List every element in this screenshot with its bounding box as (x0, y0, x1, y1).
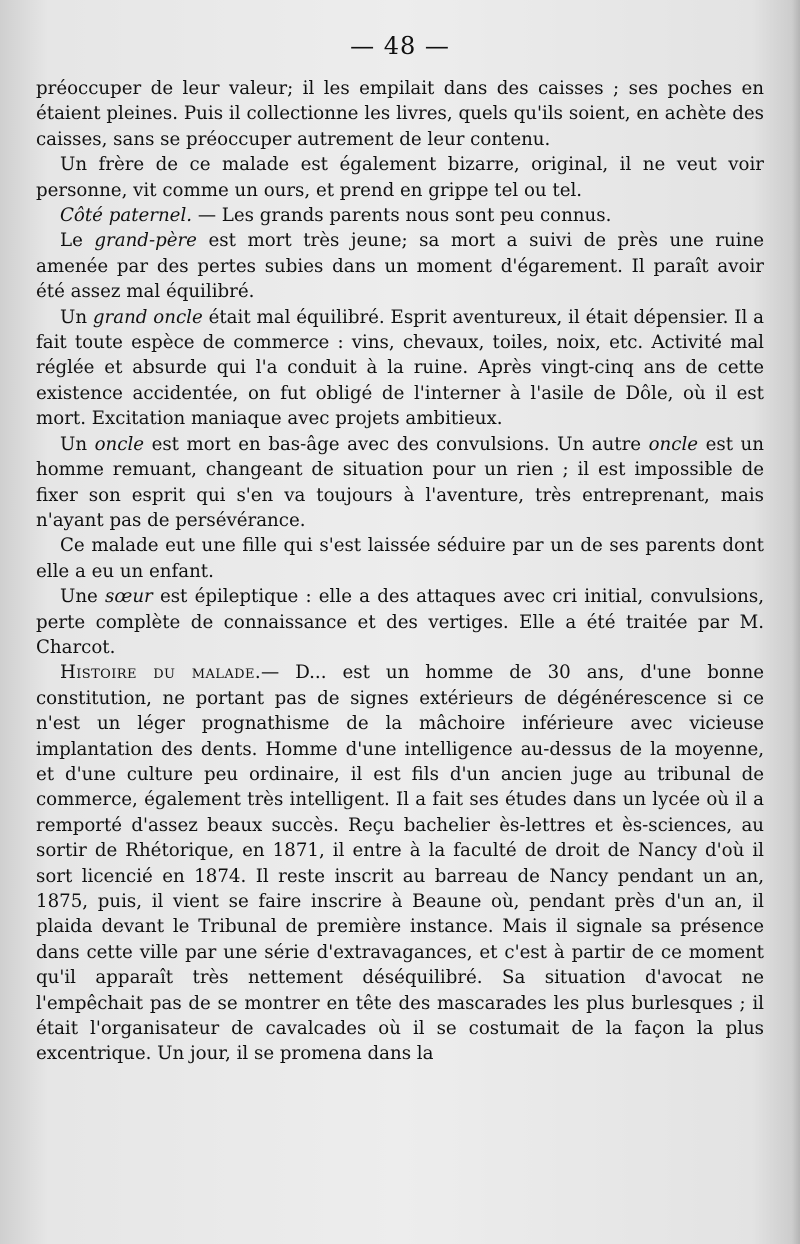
italic-term: grand oncle (92, 306, 203, 328)
paragraph-text: était mal équilibré. Esprit aventureux, il était dépensier. Il a fait toute espèce de commerce : vins, chevaux, toiles, noix, etc. Activité mal réglée et absurde qui l'a conduit à la ruine. Après vingt-cinq ans de cette existence accidentée, on fut obligé de l'interner à l'asile de Dôle, où il est mort. Excitation maniaque avec projets ambitieux. (36, 306, 765, 430)
paragraph-text: préoccuper de leur valeur; il les empilait dans des caisses ; ses poches en étaient pleines. Puis il collectionne les livres, quels qu'ils soient, en achète des caisses, sans se préoccuper autrement de leur contenu. (36, 78, 764, 150)
paragraph-brother (36, 152, 764, 203)
page-number: — 48 — (350, 32, 450, 60)
paragraph-text: est mort en bas-âge avec des convulsions. Un autre (144, 433, 649, 455)
paragraph-text: est épileptique : elle a des attaques avec cri initial, convulsions, perte complète de connaissance et des vertiges. Elle a été traitée par M. Charcot. (36, 586, 764, 658)
paragraph-text: Un frère de ce malade est également bizarre, original, il ne veut voir personne, vit comme un ours, et prend en grippe tel ou tel. (36, 154, 764, 201)
paragraph-continuation (36, 76, 764, 152)
italic-term-second: oncle (648, 433, 699, 455)
paragraph-text: — D... est un homme de 30 ans, d'une bonne constitution, ne portant pas de signes extérieurs de dégénérescence si ce n'est un léger prognathisme de la mâchoire inférieure avec vicieuse implantation des dents. Homme d'une intelligence au-dessus de la moyenne, et d'une culture peu ordinaire, il est fils d'un ancien juge au tribunal de commerce, également très intelligent. Il a fait ses études dans un lycée où il a remporté d'assez beaux succès. Reçu bachelier ès-lettres et ès-sciences, au sortir de Rhétorique, en 1871, il entre à la faculté de droit de Nancy d'où il sort licencié en 1874. Il reste inscrit au barreau de Nancy pendant un an, 1875, puis, il vient se faire inscrire à Beaune où, pendant près d'un an, il plaida devant le Tribunal de première instance. Mais il signale sa présence dans cette ville par une série d'extravagances, et c'est à partir de ce moment qu'il apparaît très nettement déséquilibré. Sa situation d'avocat ne l'empêchait pas de se montrer en tête des mascarades les plus burlesques ; il était l'organisateur de cavalcades où il se costumait de la façon la plus excentrique. Un jour, il se promena dans la (36, 662, 764, 1065)
italic-term: sœur (105, 586, 153, 608)
paragraph-daughter (36, 533, 764, 584)
paragraph-great-uncle (36, 305, 764, 432)
paragraph-text: est mort très jeune; sa mort a suivi de près une ruine amenée par des pertes subies dans un moment d'égarement. Il paraît avoir été assez mal équilibré. (36, 230, 764, 303)
paragraph-lead: Le (60, 230, 95, 252)
paragraph-lead: Un (60, 433, 95, 455)
paragraph-paternal-side (36, 203, 764, 228)
paragraph-text: — Les grands parents nous sont peu connus. (192, 205, 612, 227)
paragraph-lead: Une (60, 586, 106, 608)
italic-term: grand-père (94, 230, 197, 252)
page-body-text (36, 76, 764, 1067)
paragraph-grandfather (36, 228, 764, 304)
paragraph-text: Ce malade eut une fille qui s'est laissée séduire par un de ses parents dont elle a eu un enfant. (36, 535, 764, 582)
italic-heading: Côté paternel. (60, 205, 193, 227)
section-heading: Histoire du malade. (60, 662, 262, 684)
paragraph-sister (36, 584, 764, 660)
italic-term: oncle (94, 433, 145, 455)
paragraph-lead: Un (60, 306, 93, 328)
paragraph-tail: est un homme remuant, changeant de situation pour un rien ; il est impossible de fixer son esprit qui s'en va toujours à l'aventure, très entreprenant, mais n'ayant pas de persévérance. (36, 433, 764, 531)
paragraph-uncles (36, 432, 764, 534)
paragraph-patient-history (36, 660, 764, 1067)
